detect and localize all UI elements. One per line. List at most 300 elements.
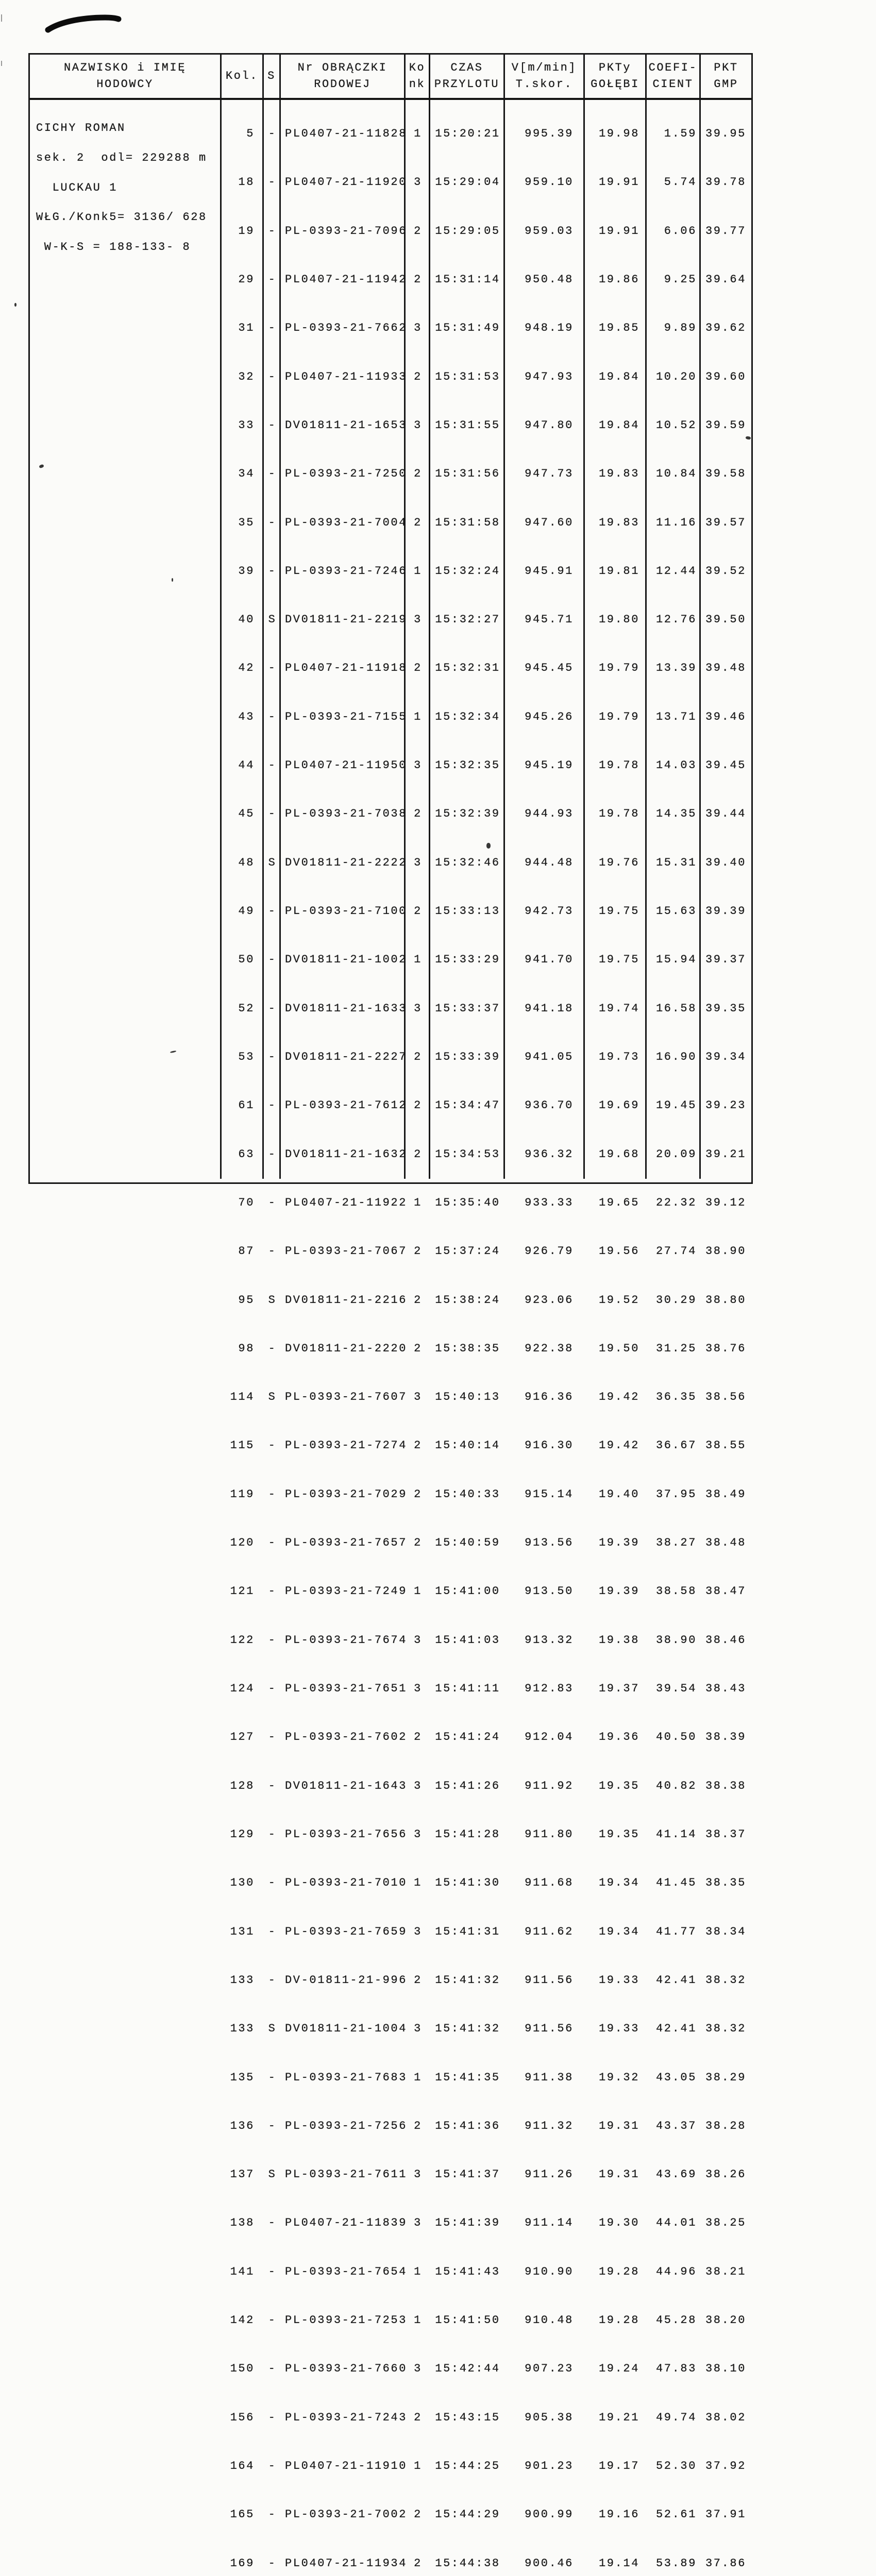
cell-gmp-points: 38.39	[705, 1731, 746, 1744]
cell-konk: 1	[414, 1196, 422, 1209]
cell-gmp-points: 38.90	[705, 1245, 746, 1258]
cell-speed: 900.99	[525, 2508, 574, 2521]
cell-pigeon-points: 19.98	[598, 127, 639, 140]
cell-konk: 2	[414, 467, 422, 481]
cell-gmp-points: 38.47	[705, 1585, 746, 1598]
cell-ring-number: PL-0393-21-7654	[285, 2265, 408, 2278]
cell-speed: 944.93	[525, 807, 574, 821]
cell-s: -	[268, 1925, 277, 1938]
cell-ring-number: PL-0393-21-7002	[285, 2508, 408, 2521]
cell-gmp-points: 37.91	[705, 2508, 746, 2521]
cell-konk: 2	[414, 2556, 422, 2570]
cell-gmp-points: 39.44	[705, 807, 746, 821]
ink-speck	[14, 303, 16, 307]
cell-speed: 936.70	[525, 1099, 574, 1112]
cell-s: -	[268, 321, 277, 335]
cell-konk: 3	[414, 1827, 422, 1841]
cell-speed: 945.71	[525, 613, 574, 626]
cell-konk: 3	[414, 418, 422, 432]
cell-gmp-points: 39.48	[705, 662, 746, 675]
cell-pigeon-points: 19.17	[598, 2460, 639, 2472]
cell-speed: 913.32	[525, 1633, 574, 1647]
cell-konk: 2	[414, 1536, 422, 1550]
cell-arrival-time: 15:31:58	[435, 516, 500, 529]
table-row	[30, 1246, 751, 1256]
cell-pigeon-points: 19.68	[598, 1147, 639, 1161]
cell-speed: 911.62	[525, 1925, 574, 1938]
table-body-rows	[30, 103, 751, 2576]
cell-coefficient: 27.74	[655, 1245, 697, 1258]
table-row	[30, 518, 751, 528]
cell-konk: 1	[414, 2265, 422, 2278]
cell-speed: 910.90	[525, 2265, 574, 2278]
table-row	[30, 1684, 751, 1693]
cell-speed: 923.06	[525, 1293, 574, 1307]
cell-ring-number: PL-0393-21-7096	[285, 224, 408, 238]
cell-kol: 127	[230, 1731, 255, 1744]
cell-s: -	[268, 2556, 277, 2570]
cell-gmp-points: 39.58	[705, 467, 746, 481]
cell-arrival-time: 15:31:49	[435, 321, 500, 335]
cell-gmp-points: 39.23	[705, 1099, 746, 1112]
cell-ring-number: PL-0393-21-7246	[285, 564, 408, 578]
cell-gmp-points: 39.59	[705, 418, 746, 432]
table-row	[30, 809, 751, 819]
table-row	[30, 1489, 751, 1499]
cell-coefficient: 13.39	[655, 662, 697, 675]
cell-s: -	[268, 564, 277, 578]
cell-konk: 3	[414, 2168, 422, 2181]
cell-arrival-time: 15:41:30	[435, 1876, 500, 1890]
cell-pigeon-points: 19.65	[598, 1196, 639, 1209]
cell-gmp-points: 39.50	[705, 613, 746, 626]
header-line: Kol.	[225, 70, 259, 82]
cell-speed: 911.80	[525, 1827, 574, 1841]
cell-speed: 947.93	[525, 370, 574, 383]
cell-coefficient: 40.50	[655, 1731, 697, 1744]
cell-gmp-points: 37.92	[705, 2460, 746, 2472]
cell-kol: 45	[238, 807, 255, 821]
cell-konk: 3	[414, 1391, 422, 1404]
cell-coefficient: 9.89	[664, 321, 697, 335]
cell-kol: 61	[238, 1099, 255, 1112]
cell-kol: 124	[230, 1682, 255, 1695]
cell-konk: 3	[414, 1633, 422, 1647]
cell-speed: 913.56	[525, 1536, 574, 1550]
cell-arrival-time: 15:31:56	[435, 467, 500, 481]
cell-pigeon-points: 19.91	[598, 176, 639, 189]
cell-kol: 63	[238, 1147, 255, 1161]
cell-ring-number: PL-0393-21-7250	[285, 467, 408, 481]
table-body	[30, 100, 751, 2570]
cell-konk: 2	[414, 2508, 422, 2521]
cell-arrival-time: 15:41:50	[435, 2314, 500, 2327]
header-arrival-time	[430, 55, 505, 98]
table-row	[30, 2022, 751, 2036]
cell-speed: 913.50	[525, 1585, 574, 1598]
cell-ring-number: PL0407-21-11942	[285, 273, 408, 286]
cell-s: -	[268, 2314, 277, 2327]
table-row	[30, 1052, 751, 1062]
cell-s: S	[268, 1391, 277, 1404]
table-row	[30, 712, 751, 722]
cell-s: -	[268, 2460, 277, 2472]
cell-s: -	[268, 1682, 277, 1695]
cell-arrival-time: 15:41:39	[435, 2216, 500, 2230]
cell-kol: 35	[238, 516, 255, 529]
cell-pigeon-points: 19.14	[598, 2556, 639, 2570]
cell-konk: 1	[414, 953, 422, 967]
cell-pigeon-points: 19.69	[598, 1099, 639, 1112]
cell-coefficient: 9.25	[664, 273, 697, 286]
cell-ring-number: PL-0393-21-7249	[285, 1585, 408, 1598]
cell-arrival-time: 15:41:11	[435, 1682, 500, 1695]
cell-speed: 911.68	[525, 1876, 574, 1890]
table-row	[30, 2170, 751, 2179]
cell-s: S	[268, 2022, 277, 2036]
cell-coefficient: 49.74	[655, 2411, 697, 2424]
cell-konk: 2	[414, 516, 422, 529]
cell-ring-number: PL-0393-21-7029	[285, 1487, 408, 1501]
cell-s: -	[268, 370, 277, 383]
cell-gmp-points: 38.48	[705, 1536, 746, 1550]
cell-kol: 70	[238, 1196, 255, 1209]
cell-pigeon-points: 19.74	[598, 1002, 639, 1015]
cell-pigeon-points: 19.50	[598, 1342, 639, 1355]
cell-konk: 2	[414, 1342, 422, 1355]
cell-coefficient: 45.28	[655, 2314, 697, 2327]
cell-pigeon-points: 19.75	[598, 953, 639, 967]
cell-s: -	[268, 662, 277, 675]
cell-gmp-points: 39.21	[705, 1147, 746, 1161]
cell-arrival-time: 15:40:59	[435, 1536, 500, 1550]
cell-s: -	[268, 2362, 277, 2376]
cell-kol: 33	[238, 418, 255, 432]
cell-kol: 87	[238, 1245, 255, 1258]
cell-breeder	[30, 1004, 222, 1013]
cell-arrival-time: 15:31:53	[435, 370, 500, 383]
cell-arrival-time: 15:41:00	[435, 1585, 500, 1598]
cell-coefficient: 52.61	[655, 2508, 697, 2521]
cell-breeder	[30, 760, 222, 770]
cell-kol: 18	[238, 176, 255, 189]
header-line: nk	[409, 78, 426, 91]
table-row	[30, 129, 751, 139]
cell-ring-number: PL0407-21-11950	[285, 759, 408, 772]
table-row	[30, 2073, 751, 2082]
cell-coefficient: 38.58	[655, 1585, 697, 1598]
cell-speed: 910.48	[525, 2314, 574, 2327]
cell-ring-number: PL-0393-21-7662	[285, 321, 408, 335]
cell-s: -	[268, 176, 277, 189]
cell-speed: 933.33	[525, 1196, 574, 1209]
cell-ring-number: PL-0393-21-7010	[285, 1876, 408, 1890]
cell-arrival-time: 15:41:28	[435, 1827, 500, 1841]
scan-edge-tick	[1, 61, 2, 66]
cell-kol: 128	[230, 1779, 255, 1792]
cell-gmp-points: 38.20	[705, 2314, 746, 2327]
cell-arrival-time: 15:41:43	[435, 2265, 500, 2278]
cell-konk: 3	[414, 1002, 422, 1015]
cell-ring-number: DV01811-21-2220	[285, 1342, 408, 1355]
cell-ring-number: PL-0393-21-7256	[285, 2119, 408, 2132]
table-row	[30, 1344, 751, 1353]
cell-coefficient: 13.71	[655, 710, 697, 723]
table-row	[30, 1878, 751, 1888]
cell-breeder	[30, 372, 222, 382]
cell-speed: 945.19	[525, 759, 574, 772]
cell-pigeon-points: 19.33	[598, 1973, 639, 1987]
cell-breeder	[30, 2267, 222, 2277]
cell-s: -	[268, 2508, 277, 2521]
cell-konk: 1	[414, 1876, 422, 1890]
table-row	[30, 1927, 751, 1937]
cell-pigeon-points: 19.36	[598, 1731, 639, 1744]
cell-arrival-time: 15:41:24	[435, 1731, 500, 1744]
ink-speck	[486, 843, 491, 849]
cell-speed: 922.38	[525, 1342, 574, 1355]
cell-kol: 32	[238, 370, 255, 383]
ink-speck	[172, 578, 173, 582]
cell-breeder	[30, 566, 222, 576]
cell-breeder	[30, 1975, 222, 1985]
cell-kol: 133	[230, 1973, 255, 1987]
header-coefficient	[647, 55, 701, 98]
cell-speed: 916.30	[525, 1439, 574, 1452]
cell-gmp-points: 38.43	[705, 1682, 746, 1695]
cell-arrival-time: 15:32:39	[435, 807, 500, 821]
cell-ring-number: DV01811-21-1653	[285, 418, 408, 432]
cell-coefficient: 43.69	[655, 2168, 697, 2181]
table-row	[30, 1732, 751, 1742]
cell-speed: 900.46	[525, 2556, 574, 2570]
cell-gmp-points: 38.10	[705, 2362, 746, 2376]
table-row	[30, 420, 751, 430]
cell-breeder	[30, 1635, 222, 1645]
header-line: NAZWISKO i IMIĘ	[63, 61, 187, 74]
cell-kol: 98	[238, 1342, 255, 1355]
cell-speed: 936.32	[525, 1147, 574, 1161]
cell-coefficient: 38.27	[655, 1536, 697, 1550]
cell-coefficient: 44.01	[655, 2216, 697, 2230]
cell-pigeon-points: 19.34	[598, 1876, 639, 1890]
cell-konk: 2	[414, 370, 422, 383]
cell-ring-number: PL-0393-21-7612	[285, 1099, 408, 1112]
header-line: PRZYLOTU	[434, 78, 500, 91]
table-row	[30, 2413, 751, 2422]
cell-breeder	[30, 2073, 222, 2082]
cell-konk: 1	[414, 2071, 422, 2084]
cell-pigeon-points: 19.83	[598, 467, 639, 481]
cell-pigeon-points: 19.79	[598, 662, 639, 675]
cell-ring-number: PL-0393-21-7100	[285, 905, 408, 918]
cell-kol: 120	[230, 1536, 255, 1550]
cell-breeder	[30, 858, 222, 868]
cell-kol: 53	[238, 1050, 255, 1063]
cell-s: -	[268, 1779, 277, 1792]
cell-pigeon-points: 19.31	[598, 2119, 639, 2132]
cell-breeder	[30, 2510, 222, 2519]
cell-breeder	[30, 2413, 222, 2422]
cell-s: S	[268, 613, 277, 626]
table-row	[30, 953, 751, 967]
cell-coefficient: 15.63	[655, 905, 697, 918]
cell-konk: 3	[414, 856, 422, 869]
cell-breeder	[30, 1295, 222, 1305]
cell-coefficient: 14.35	[655, 807, 697, 821]
cell-kol: 115	[230, 1439, 255, 1452]
cell-gmp-points: 38.80	[705, 1293, 746, 1307]
cell-ring-number: PL-0393-21-7243	[285, 2411, 408, 2424]
cell-speed: 916.36	[525, 1391, 574, 1404]
cell-speed: 911.14	[525, 2216, 574, 2230]
cell-arrival-time: 15:33:29	[435, 953, 500, 967]
cell-konk: 2	[414, 807, 422, 821]
cell-speed: 926.79	[525, 1245, 574, 1258]
cell-coefficient: 31.25	[655, 1342, 697, 1355]
cell-speed: 911.32	[525, 2119, 574, 2132]
cell-breeder	[30, 2024, 222, 2033]
cell-speed: 945.91	[525, 564, 574, 578]
header-kol	[222, 55, 264, 98]
cell-kol: 141	[230, 2265, 255, 2278]
cell-gmp-points: 38.28	[705, 2119, 746, 2132]
cell-pigeon-points: 19.80	[598, 613, 639, 626]
cell-coefficient: 53.89	[655, 2556, 697, 2570]
cell-speed: 912.04	[525, 1731, 574, 1744]
cell-konk: 2	[414, 1293, 422, 1307]
cell-arrival-time: 15:35:40	[435, 1196, 500, 1209]
cell-ring-number: PL-0393-21-7155	[285, 710, 408, 723]
cell-arrival-time: 15:29:04	[435, 176, 500, 189]
cell-konk: 2	[414, 1245, 422, 1258]
cell-konk: 2	[414, 1973, 422, 1987]
race-entry-stats: WŁG./Konk5= 3136/ 628	[36, 211, 207, 224]
table-row	[30, 1781, 751, 1791]
cell-breeder	[30, 1344, 222, 1353]
cell-ring-number: PL0407-21-11910	[285, 2460, 408, 2472]
cell-speed: 911.56	[525, 2022, 574, 2036]
header-s	[264, 55, 281, 98]
cell-speed: 911.26	[525, 2168, 574, 2181]
cell-ring-number: PL-0393-21-7253	[285, 2314, 408, 2327]
cell-gmp-points: 38.02	[705, 2411, 746, 2424]
cell-arrival-time: 15:41:36	[435, 2119, 500, 2132]
cell-speed: 959.03	[525, 224, 574, 238]
cell-pigeon-points: 19.37	[598, 1682, 639, 1695]
table-row	[30, 226, 751, 236]
cell-pigeon-points: 19.35	[598, 1827, 639, 1841]
cell-coefficient: 19.45	[655, 1099, 697, 1112]
cell-breeder	[30, 809, 222, 819]
cell-breeder	[30, 2121, 222, 2131]
cell-coefficient: 22.32	[655, 1196, 697, 1209]
header-ring-number	[281, 55, 406, 98]
cell-pigeon-points: 19.31	[598, 2168, 639, 2181]
cell-breeder	[30, 906, 222, 916]
cell-arrival-time: 15:32:35	[435, 759, 500, 772]
cell-coefficient: 42.41	[655, 1973, 697, 1987]
cell-kol: 34	[238, 467, 255, 481]
cell-kol: 114	[230, 1391, 255, 1404]
table-row	[30, 1149, 751, 1159]
cell-speed: 907.23	[525, 2362, 574, 2376]
cell-s: -	[268, 1245, 277, 1258]
cell-ring-number: PL0407-21-11934	[285, 2556, 408, 2570]
header-gmp-points	[701, 55, 751, 98]
cell-gmp-points: 38.38	[705, 1779, 746, 1792]
cell-arrival-time: 15:34:47	[435, 1099, 500, 1112]
cell-gmp-points: 39.52	[705, 564, 746, 578]
cell-speed: 911.92	[525, 1779, 574, 1792]
cell-s: -	[268, 273, 277, 286]
cell-konk: 3	[414, 321, 422, 335]
cell-konk: 3	[414, 2216, 422, 2230]
cell-konk: 3	[414, 613, 422, 626]
cell-s: -	[268, 953, 277, 967]
cell-kol: 121	[230, 1585, 255, 1598]
cell-pigeon-points: 19.85	[598, 321, 639, 335]
cell-gmp-points: 39.78	[705, 176, 746, 189]
cell-speed: 941.18	[525, 1002, 574, 1015]
cell-pigeon-points: 19.28	[598, 2314, 639, 2327]
cell-s: -	[268, 905, 277, 918]
cell-breeder	[30, 1684, 222, 1693]
cell-pigeon-points: 19.91	[598, 224, 639, 238]
cell-coefficient: 30.29	[655, 1293, 697, 1307]
cell-coefficient: 52.30	[655, 2460, 697, 2472]
cell-ring-number: PL-0393-21-7611	[285, 2168, 408, 2181]
cell-kol: 142	[230, 2314, 255, 2327]
cell-pigeon-points: 19.35	[598, 1779, 639, 1792]
cell-breeder	[30, 1149, 222, 1159]
table-row	[30, 1198, 751, 1208]
cell-arrival-time: 15:31:55	[435, 418, 500, 432]
cell-arrival-time: 15:41:32	[435, 1973, 500, 1987]
cell-kol: 135	[230, 2071, 255, 2084]
cell-pigeon-points: 19.30	[598, 2216, 639, 2230]
cell-pigeon-points: 19.56	[598, 1245, 639, 1258]
cell-kol: 164	[230, 2460, 255, 2472]
cell-ring-number: DV01811-21-1004	[285, 2022, 408, 2036]
cell-pigeon-points: 19.76	[598, 856, 639, 869]
cell-speed: 947.60	[525, 516, 574, 529]
cell-gmp-points: 37.86	[705, 2556, 746, 2570]
cell-pigeon-points: 19.38	[598, 1633, 639, 1647]
cell-ring-number: PL-0393-21-7683	[285, 2071, 408, 2084]
cell-kol: 169	[230, 2556, 255, 2570]
cell-kol: 5	[246, 127, 255, 140]
cell-kol: 131	[230, 1925, 255, 1938]
cell-pigeon-points: 19.75	[598, 905, 639, 918]
cell-kol: 29	[238, 273, 255, 286]
cell-gmp-points: 38.26	[705, 2168, 746, 2181]
header-breeder-name	[30, 55, 222, 98]
cell-breeder	[30, 2170, 222, 2179]
header-line: PKT	[714, 61, 738, 74]
cell-ring-number: PL-0393-21-7659	[285, 1925, 408, 1938]
cell-konk: 2	[414, 662, 422, 675]
cell-gmp-points: 39.64	[705, 273, 746, 286]
cell-kol: 50	[238, 953, 255, 967]
cell-breeder	[30, 2364, 222, 2374]
cell-s: -	[268, 1487, 277, 1501]
cell-gmp-points: 39.35	[705, 1002, 746, 1015]
cell-gmp-points: 39.95	[705, 127, 746, 140]
cell-pigeon-points: 19.40	[598, 1487, 639, 1501]
cell-s: -	[268, 127, 277, 140]
cell-s: -	[268, 1585, 277, 1598]
